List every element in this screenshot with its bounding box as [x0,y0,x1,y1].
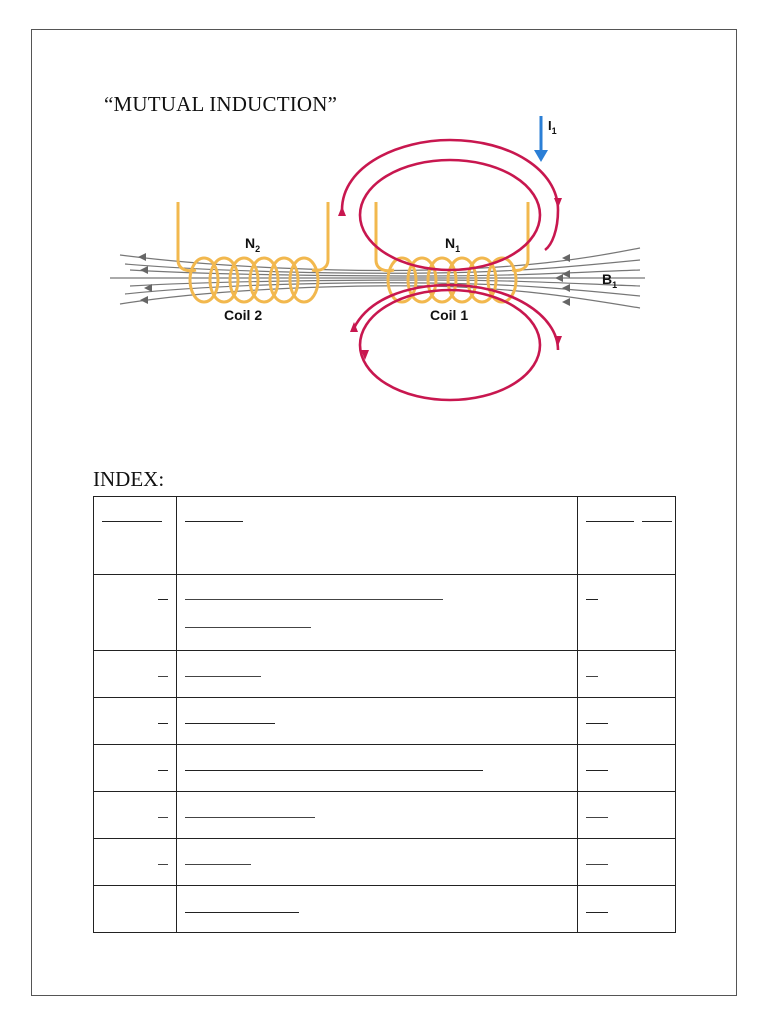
row-page-cell [578,792,676,839]
row-title-cell [176,792,578,839]
field-arrowheads [138,253,570,306]
table-row [94,886,676,933]
row-page-cell [578,575,676,651]
coil1-name-label: Coil 1 [430,307,469,323]
header-cell-page [578,497,676,575]
document-title: “MUTUAL INDUCTION” [104,92,338,116]
row-number-cell [94,651,177,698]
table-row [94,575,676,651]
row-title-cell [176,745,578,792]
coil-2 [178,202,328,302]
mutual-induction-diagram [100,110,660,410]
index-heading: INDEX: [93,467,165,491]
current-label: $I_1$ [548,118,557,136]
table-row [94,745,676,792]
table-row [94,839,676,886]
row-number-cell [94,839,177,886]
header-cell-no [94,497,177,575]
row-page-cell [578,651,676,698]
row-page-cell [578,886,676,933]
row-number-cell [94,886,177,933]
row-number-cell [94,575,177,651]
table-row [94,651,676,698]
row-title-cell [176,698,578,745]
row-page-cell [578,839,676,886]
row-title-cell [176,651,578,698]
row-title-cell [176,575,578,651]
table-row [94,792,676,839]
table-header-row [94,497,676,575]
coil1-turns-label: $N_1$ [445,235,461,254]
table-row [94,698,676,745]
row-title-cell [176,839,578,886]
index-table [93,496,676,933]
row-number-cell [94,745,177,792]
row-number-cell [94,792,177,839]
row-title-cell [176,886,578,933]
row-page-cell [578,698,676,745]
coil2-name-label: Coil 2 [224,307,263,323]
current-arrow [534,116,548,162]
header-cell-title [176,497,578,575]
row-page-cell [578,745,676,792]
field-label: $B_1$ [602,271,618,290]
coil2-turns-label: $N_2$ [245,235,261,254]
row-number-cell [94,698,177,745]
